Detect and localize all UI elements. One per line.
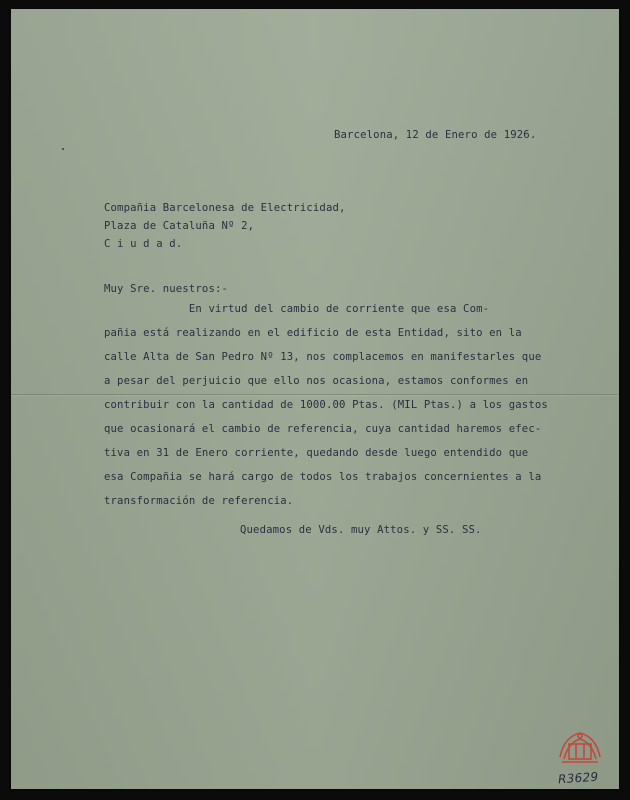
body-line: esa Compañia se hará cargo de todos los trabajos concernientes a la — [104, 471, 542, 483]
letter-greeting: Muy Sre. nuestros:- — [104, 283, 229, 295]
body-line: pañia está realizando en el edificio de esta Entidad, sito en la — [104, 327, 522, 339]
recipient-line: Compañia Barcelonesa de Electricidad, — [104, 202, 346, 214]
archive-seal-icon — [556, 727, 604, 767]
recipient-line: C i u d a d. — [104, 238, 183, 250]
paper-speck — [62, 148, 64, 150]
letter-date: Barcelona, 12 de Enero de 1926. — [334, 129, 537, 141]
letter-closing: Quedamos de Vds. muy Attos. y SS. SS. — [240, 524, 482, 536]
paper-fold — [11, 394, 619, 395]
body-line: a pesar del perjuicio que ello nos ocasiona, estamos conformes en — [104, 375, 529, 387]
body-line: En virtud del cambio de corriente que esa Com- — [104, 303, 490, 315]
body-line: tiva en 31 de Enero corriente, quedando desde luego entendido que — [104, 447, 529, 459]
body-line: calle Alta de San Pedro Nº 13, nos complacemos en manifestarles que — [104, 351, 542, 363]
body-line: transformación de referencia. — [104, 495, 294, 507]
recipient-line: Plaza de Cataluña Nº 2, — [104, 220, 255, 232]
archive-code: R3629 — [557, 769, 599, 787]
letter-page — [11, 9, 619, 789]
body-line: contribuir con la cantidad de 1000.00 Ptas. (MIL Ptas.) a los gastos — [104, 399, 548, 411]
body-line: que ocasionará el cambio de referencia, cuya cantidad haremos efec- — [104, 423, 542, 435]
